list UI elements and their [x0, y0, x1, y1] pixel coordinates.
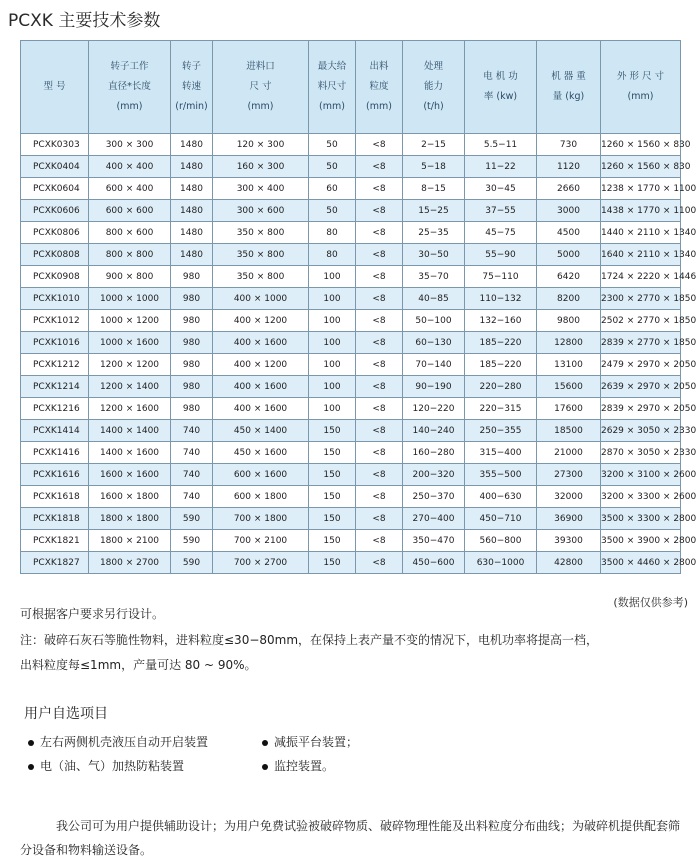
- table-cell: 980: [171, 288, 213, 310]
- table-cell: <8: [356, 398, 403, 420]
- table-cell: 13100: [537, 354, 601, 376]
- column-header-line: 机 器 重: [551, 71, 586, 82]
- model-cell: PCXK1414: [21, 420, 89, 442]
- table-cell: 400 × 1000: [213, 288, 309, 310]
- table-row: [21, 354, 681, 376]
- column-header-line: 电 机 功: [483, 71, 518, 82]
- table-cell: 1260 × 1560 × 830: [601, 134, 681, 156]
- column-header-line: (mm): [319, 101, 345, 112]
- table-row: [21, 486, 681, 508]
- table-cell: 36900: [537, 508, 601, 530]
- column-header-line: 进料口: [246, 61, 275, 72]
- table-cell: <8: [356, 200, 403, 222]
- column-header-line: 直径*长度: [108, 81, 151, 92]
- table-cell: 740: [171, 420, 213, 442]
- table-cell: 100: [309, 332, 356, 354]
- column-header: [171, 41, 213, 134]
- table-cell: 45−75: [465, 222, 537, 244]
- page-title: PCXK 主要技术参数: [8, 11, 161, 31]
- table-cell: 2639 × 2970 × 2050: [601, 376, 681, 398]
- table-cell: 400 × 1200: [213, 310, 309, 332]
- table-row: [21, 376, 681, 398]
- table-cell: 3500 × 3300 × 2800: [601, 508, 681, 530]
- table-cell: 300 × 400: [213, 178, 309, 200]
- table-cell: 5000: [537, 244, 601, 266]
- table-cell: 630−1000: [465, 552, 537, 574]
- table-cell: 1480: [171, 200, 213, 222]
- table-cell: 2870 × 3050 × 2330: [601, 442, 681, 464]
- table-cell: 400 × 1200: [213, 354, 309, 376]
- table-cell: 590: [171, 552, 213, 574]
- table-cell: 100: [309, 376, 356, 398]
- column-header-line: 处理: [423, 61, 443, 72]
- bullet-icon: [262, 764, 268, 770]
- table-cell: 980: [171, 398, 213, 420]
- table-cell: 35−70: [403, 266, 465, 288]
- table-cell: 300 × 600: [213, 200, 309, 222]
- table-cell: 75−110: [465, 266, 537, 288]
- model-cell: PCXK1012: [21, 310, 89, 332]
- table-cell: 700 × 2100: [213, 530, 309, 552]
- bullet-icon: [28, 764, 34, 770]
- table-cell: <8: [356, 354, 403, 376]
- table-cell: 1480: [171, 222, 213, 244]
- column-header-line: 转子工作: [110, 61, 149, 72]
- table-cell: 1438 × 1770 × 1100: [601, 200, 681, 222]
- table-row: [21, 156, 681, 178]
- column-header-line: 粒度: [369, 81, 389, 92]
- table-cell: 400 × 400: [89, 156, 171, 178]
- table-cell: 560−800: [465, 530, 537, 552]
- table-cell: 11−22: [465, 156, 537, 178]
- table-cell: 700 × 1800: [213, 508, 309, 530]
- table-row: [21, 222, 681, 244]
- table-cell: 50: [309, 200, 356, 222]
- table-row: [21, 442, 681, 464]
- column-header: [356, 41, 403, 134]
- table-cell: 160−280: [403, 442, 465, 464]
- table-cell: 150: [309, 464, 356, 486]
- table-row: [21, 134, 681, 156]
- table-cell: 355−500: [465, 464, 537, 486]
- table-cell: 100: [309, 354, 356, 376]
- spec-table: [20, 40, 697, 574]
- table-cell: 8−15: [403, 178, 465, 200]
- table-cell: 3200 × 3100 × 2600: [601, 464, 681, 486]
- table-cell: 30−45: [465, 178, 537, 200]
- column-header-line: 料尺寸: [317, 81, 347, 92]
- table-cell: 1260 × 1560 × 830: [601, 156, 681, 178]
- option-item: [262, 757, 334, 774]
- column-header-line: 尺 寸: [249, 81, 272, 92]
- table-cell: 2839 × 2770 × 1850: [601, 332, 681, 354]
- table-cell: 50: [309, 134, 356, 156]
- option-item: [28, 733, 208, 750]
- table-cell: 1400 × 1400: [89, 420, 171, 442]
- model-cell: PCXK0404: [21, 156, 89, 178]
- table-cell: 450−600: [403, 552, 465, 574]
- column-header: [213, 41, 309, 134]
- data-reference-note: (数据仅供参考): [613, 596, 688, 609]
- table-cell: 740: [171, 464, 213, 486]
- table-cell: 1724 × 2220 × 1446: [601, 266, 681, 288]
- table-row: [21, 310, 681, 332]
- table-cell: 980: [171, 376, 213, 398]
- column-header-line: (t/h): [423, 101, 444, 112]
- table-cell: 1800 × 2700: [89, 552, 171, 574]
- note-line-3: 出料粒度每≤1mm，产量可达 80 ~ 90%。: [20, 658, 257, 672]
- column-header-line: (r/min): [175, 101, 208, 112]
- table-cell: 120 × 300: [213, 134, 309, 156]
- table-cell: <8: [356, 420, 403, 442]
- column-header: [465, 41, 537, 134]
- table-cell: 160 × 300: [213, 156, 309, 178]
- table-cell: 220−315: [465, 398, 537, 420]
- column-header-line: (mm): [247, 101, 274, 112]
- column-header: [537, 41, 601, 134]
- table-cell: 15−25: [403, 200, 465, 222]
- table-row: [21, 266, 681, 288]
- table-cell: 185−220: [465, 332, 537, 354]
- table-cell: 900 × 800: [89, 266, 171, 288]
- table-cell: 300 × 300: [89, 134, 171, 156]
- table-cell: 2839 × 2970 × 2050: [601, 398, 681, 420]
- table-cell: 1000 × 1600: [89, 332, 171, 354]
- column-header-line: 最大给: [317, 61, 347, 72]
- table-cell: 700 × 2700: [213, 552, 309, 574]
- table-cell: 2300 × 2770 × 1850: [601, 288, 681, 310]
- note-line-1: 可根据客户要求另行设计。: [20, 607, 165, 621]
- column-header: [309, 41, 356, 134]
- table-cell: <8: [356, 134, 403, 156]
- table-cell: 730: [537, 134, 601, 156]
- table-cell: 3500 × 4460 × 2800: [601, 552, 681, 574]
- table-cell: 30−50: [403, 244, 465, 266]
- table-cell: 3500 × 3900 × 2800: [601, 530, 681, 552]
- model-cell: PCXK1212: [21, 354, 89, 376]
- model-cell: PCXK1821: [21, 530, 89, 552]
- column-header-line: (mm): [366, 101, 392, 112]
- table-cell: 1480: [171, 134, 213, 156]
- table-cell: 32000: [537, 486, 601, 508]
- table-cell: 1200 × 1400: [89, 376, 171, 398]
- table-cell: 590: [171, 508, 213, 530]
- table-cell: 450 × 1400: [213, 420, 309, 442]
- table-cell: 150: [309, 442, 356, 464]
- table-cell: 1480: [171, 244, 213, 266]
- table-cell: <8: [356, 222, 403, 244]
- table-cell: 140−240: [403, 420, 465, 442]
- table-cell: 980: [171, 310, 213, 332]
- table-cell: 1400 × 1600: [89, 442, 171, 464]
- table-cell: 5.5−11: [465, 134, 537, 156]
- table-cell: 120−220: [403, 398, 465, 420]
- column-header-line: (mm): [116, 101, 143, 112]
- table-cell: 150: [309, 486, 356, 508]
- table-cell: 1600 × 1800: [89, 486, 171, 508]
- table-cell: 132−160: [465, 310, 537, 332]
- column-header-line: 外 形 尺 寸: [616, 71, 665, 82]
- column-header-line: (mm): [627, 91, 654, 102]
- column-header-line: 转子: [181, 61, 201, 72]
- column-header-line: 率 (kw): [483, 91, 518, 102]
- table-cell: 150: [309, 508, 356, 530]
- table-cell: 150: [309, 552, 356, 574]
- table-cell: 1800 × 1800: [89, 508, 171, 530]
- table-cell: 110−132: [465, 288, 537, 310]
- model-cell: PCXK1818: [21, 508, 89, 530]
- option-label: 减振平台装置；: [274, 735, 359, 749]
- table-cell: <8: [356, 266, 403, 288]
- model-cell: PCXK1016: [21, 332, 89, 354]
- table-cell: 1600 × 1600: [89, 464, 171, 486]
- model-cell: PCXK1618: [21, 486, 89, 508]
- table-cell: 2502 × 2770 × 1850: [601, 310, 681, 332]
- option-label: 监控装置。: [274, 759, 335, 773]
- table-cell: 1000 × 1000: [89, 288, 171, 310]
- table-cell: 400 × 1600: [213, 332, 309, 354]
- table-row: [21, 244, 681, 266]
- table-cell: 600 × 400: [89, 178, 171, 200]
- table-cell: 1120: [537, 156, 601, 178]
- table-cell: 1200 × 1200: [89, 354, 171, 376]
- table-cell: 100: [309, 266, 356, 288]
- model-cell: PCXK1216: [21, 398, 89, 420]
- table-cell: 350 × 800: [213, 266, 309, 288]
- table-cell: 740: [171, 442, 213, 464]
- table-cell: 600 × 600: [89, 200, 171, 222]
- table-cell: 270−400: [403, 508, 465, 530]
- table-cell: 800 × 800: [89, 244, 171, 266]
- table-cell: 80: [309, 222, 356, 244]
- table-cell: 2479 × 2970 × 2050: [601, 354, 681, 376]
- table-cell: 25−35: [403, 222, 465, 244]
- model-cell: PCXK1214: [21, 376, 89, 398]
- table-cell: 800 × 600: [89, 222, 171, 244]
- table-cell: 39300: [537, 530, 601, 552]
- table-cell: <8: [356, 178, 403, 200]
- table-cell: <8: [356, 464, 403, 486]
- table-cell: 400−630: [465, 486, 537, 508]
- table-cell: 17600: [537, 398, 601, 420]
- table-cell: 600 × 1800: [213, 486, 309, 508]
- table-cell: <8: [356, 486, 403, 508]
- table-cell: 40−85: [403, 288, 465, 310]
- column-header: [601, 41, 681, 134]
- table-cell: 350 × 800: [213, 222, 309, 244]
- model-cell: PCXK0908: [21, 266, 89, 288]
- column-header: [89, 41, 171, 134]
- table-cell: 6420: [537, 266, 601, 288]
- table-cell: 980: [171, 266, 213, 288]
- table-body: [21, 134, 697, 574]
- table-cell: 12800: [537, 332, 601, 354]
- column-header-line: 能力: [423, 81, 443, 92]
- table-cell: 9800: [537, 310, 601, 332]
- table-cell: 150: [309, 420, 356, 442]
- model-cell: PCXK1416: [21, 442, 89, 464]
- table-cell: 18500: [537, 420, 601, 442]
- table-cell: 400 × 1600: [213, 398, 309, 420]
- table-cell: 200−320: [403, 464, 465, 486]
- table-cell: 5−18: [403, 156, 465, 178]
- table-row: [21, 420, 681, 442]
- table-cell: 70−140: [403, 354, 465, 376]
- option-item: [28, 757, 184, 774]
- table-cell: 220−280: [465, 376, 537, 398]
- table-cell: <8: [356, 508, 403, 530]
- table-cell: 2629 × 3050 × 2330: [601, 420, 681, 442]
- model-cell: PCXK0808: [21, 244, 89, 266]
- table-row: [21, 332, 681, 354]
- table-cell: 21000: [537, 442, 601, 464]
- column-header-line: 型 号: [43, 81, 66, 92]
- table-row: [21, 530, 681, 552]
- table-row: [21, 464, 681, 486]
- table-cell: <8: [356, 332, 403, 354]
- table-cell: 1640 × 2110 × 1340: [601, 244, 681, 266]
- table-cell: 315−400: [465, 442, 537, 464]
- table-cell: <8: [356, 376, 403, 398]
- table-cell: 55−90: [465, 244, 537, 266]
- table-cell: 250−370: [403, 486, 465, 508]
- table-cell: 1480: [171, 178, 213, 200]
- table-cell: <8: [356, 530, 403, 552]
- table-cell: 350−470: [403, 530, 465, 552]
- table-cell: 50: [309, 156, 356, 178]
- table-cell: 1000 × 1200: [89, 310, 171, 332]
- table-cell: 1238 × 1770 × 1100: [601, 178, 681, 200]
- table-cell: <8: [356, 552, 403, 574]
- table-cell: <8: [356, 310, 403, 332]
- table-cell: 8200: [537, 288, 601, 310]
- table-cell: 90−190: [403, 376, 465, 398]
- bullet-icon: [262, 740, 268, 746]
- table-cell: 1800 × 2100: [89, 530, 171, 552]
- table-cell: 740: [171, 486, 213, 508]
- column-header: [403, 41, 465, 134]
- table-cell: 50−100: [403, 310, 465, 332]
- table-cell: 37−55: [465, 200, 537, 222]
- table-cell: 2−15: [403, 134, 465, 156]
- option-label: 电（油、气）加热防粘装置: [40, 759, 185, 773]
- table-cell: 980: [171, 354, 213, 376]
- table-cell: 350 × 800: [213, 244, 309, 266]
- table-cell: 980: [171, 332, 213, 354]
- table-cell: 27300: [537, 464, 601, 486]
- table-cell: 590: [171, 530, 213, 552]
- table-cell: 3000: [537, 200, 601, 222]
- table-cell: 2660: [537, 178, 601, 200]
- table-cell: 42800: [537, 552, 601, 574]
- table-cell: 4500: [537, 222, 601, 244]
- table-cell: 80: [309, 244, 356, 266]
- table-cell: <8: [356, 244, 403, 266]
- table-cell: 1440 × 2110 × 1340: [601, 222, 681, 244]
- table-cell: 3200 × 3300 × 2600: [601, 486, 681, 508]
- table-row: [21, 200, 681, 222]
- model-cell: PCXK1616: [21, 464, 89, 486]
- table-cell: 450−710: [465, 508, 537, 530]
- model-cell: PCXK0303: [21, 134, 89, 156]
- table-cell: 100: [309, 398, 356, 420]
- footer-paragraph: 我公司可为用户提供辅助设计；为用户免费试验被破碎物质、破碎物理性能及出料粒度分布曲线；为破碎机提供配套筛分设备和物料输送设备。: [20, 819, 681, 857]
- table-row: [21, 398, 681, 420]
- options-title: 用户自选项目: [24, 706, 108, 722]
- table-row: [21, 178, 681, 200]
- table-cell: 150: [309, 530, 356, 552]
- column-header-line: 量 (kg): [552, 91, 585, 102]
- table-cell: 250−355: [465, 420, 537, 442]
- table-cell: 1200 × 1600: [89, 398, 171, 420]
- table-header-row: [21, 41, 681, 134]
- model-cell: PCXK0606: [21, 200, 89, 222]
- model-cell: PCXK0604: [21, 178, 89, 200]
- column-header: [21, 41, 89, 134]
- table-cell: 100: [309, 288, 356, 310]
- model-cell: PCXK0806: [21, 222, 89, 244]
- table-cell: 15600: [537, 376, 601, 398]
- model-cell: PCXK1827: [21, 552, 89, 574]
- table-row: [21, 552, 681, 574]
- table-row: [21, 288, 681, 310]
- table-cell: 60: [309, 178, 356, 200]
- column-header-line: 出料: [369, 61, 389, 72]
- note-line-2: 注：破碎石灰石等脆性物料，进料粒度≤30−80mm，在保持上表产量不变的情况下，电机功率将提高一档，: [20, 633, 599, 647]
- model-cell: PCXK1010: [21, 288, 89, 310]
- table-cell: <8: [356, 442, 403, 464]
- option-label: 左右两侧机壳液压自动开启装置: [40, 735, 209, 749]
- table-cell: 400 × 1600: [213, 376, 309, 398]
- table-cell: 60−130: [403, 332, 465, 354]
- table-cell: 185−220: [465, 354, 537, 376]
- table-cell: 600 × 1600: [213, 464, 309, 486]
- table-row: [21, 508, 681, 530]
- table-cell: 450 × 1600: [213, 442, 309, 464]
- table-cell: <8: [356, 288, 403, 310]
- table-cell: 1480: [171, 156, 213, 178]
- bullet-icon: [28, 740, 34, 746]
- table-cell: 100: [309, 310, 356, 332]
- table-cell: <8: [356, 156, 403, 178]
- option-item: [262, 733, 358, 750]
- column-header-line: 转速: [181, 81, 201, 92]
